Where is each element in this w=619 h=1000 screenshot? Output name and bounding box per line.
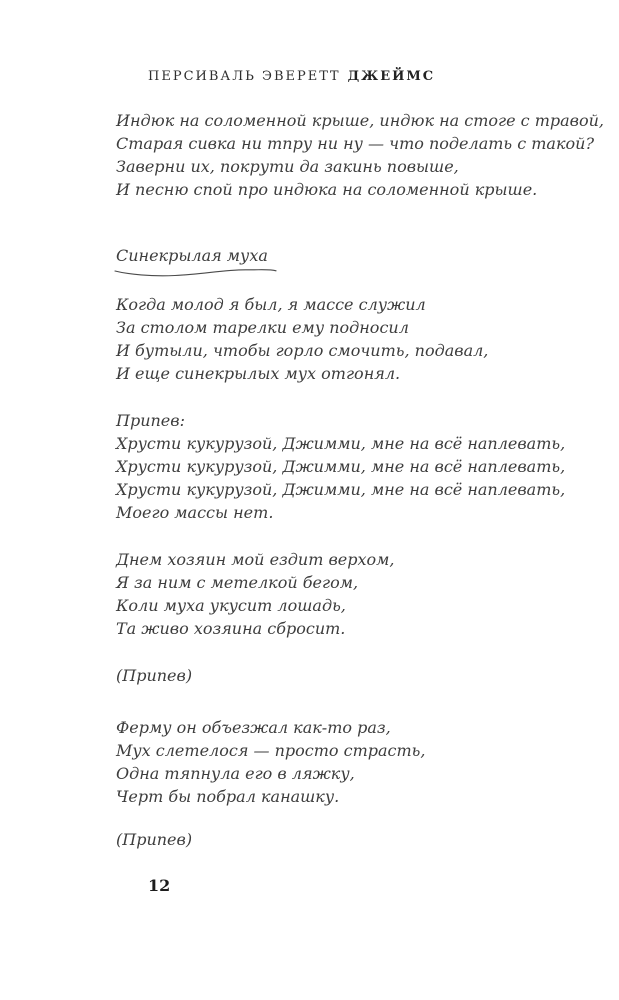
- song-title: Синекрылая муха: [116, 246, 268, 265]
- poem-line: Хрусти кукурузой, Джимми, мне на всё наплевать,: [116, 434, 566, 453]
- poem-line: И песню спой про индюка на соломенной крыше.: [116, 180, 538, 199]
- poem-line: Когда молод я был, я массе служил: [116, 295, 426, 314]
- poem-line: Хрусти кукурузой, Джимми, мне на всё наплевать,: [116, 457, 566, 476]
- verse-stanza: [116, 548, 395, 640]
- poem-line: Заверни их, покрути да закинь повыше,: [116, 157, 459, 176]
- poem-line: За столом тарелки ему подносил: [116, 318, 409, 337]
- chorus-label: Припев:: [116, 411, 185, 430]
- chorus-reference: [116, 664, 192, 687]
- poem-line: Моего массы нет.: [116, 503, 274, 522]
- opening-stanza: [116, 109, 604, 201]
- verse-stanza: [116, 293, 488, 385]
- poem-line: Я за ним с метелкой бегом,: [116, 573, 359, 592]
- running-header: [148, 69, 435, 84]
- verse-stanza: [116, 716, 425, 808]
- poem-line: Хрусти кукурузой, Джимми, мне на всё наплевать,: [116, 480, 566, 499]
- poem-line: Одна тяпнула его в ляжку,: [116, 764, 355, 783]
- poem-line: Мух слетелося — просто страсть,: [116, 741, 426, 760]
- poem-line: Черт бы побрал канашку.: [116, 787, 340, 806]
- poem-line: Днем хозяин мой ездит верхом,: [116, 550, 395, 569]
- author-name: ПЕРСИВАЛЬ ЭВЕРЕТТ: [148, 69, 341, 84]
- book-title: ДЖЕЙМС: [347, 69, 436, 84]
- song-title-block: [116, 244, 268, 267]
- title-underline-decoration: [113, 265, 279, 279]
- chorus-reference: [116, 828, 192, 851]
- poem-line: Индюк на соломенной крыше, индюк на стоге с травой,: [116, 111, 605, 130]
- poem-line: Та живо хозяина сбросит.: [116, 619, 346, 638]
- poem-line: (Припев): [116, 666, 193, 685]
- page-number: 12: [148, 876, 171, 895]
- poem-line: Коли муха укусит лошадь,: [116, 596, 346, 615]
- poem-line: И еще синекрылых мух отгонял.: [116, 364, 401, 383]
- poem-line: Ферму он объезжал как-то раз,: [116, 718, 391, 737]
- poem-line: Старая сивка ни тпру ни ну — что поделать с такой?: [116, 134, 595, 153]
- poem-line: (Припев): [116, 830, 193, 849]
- poem-line: И бутыли, чтобы горло смочить, подавал,: [116, 341, 489, 360]
- chorus-stanza: [116, 409, 565, 524]
